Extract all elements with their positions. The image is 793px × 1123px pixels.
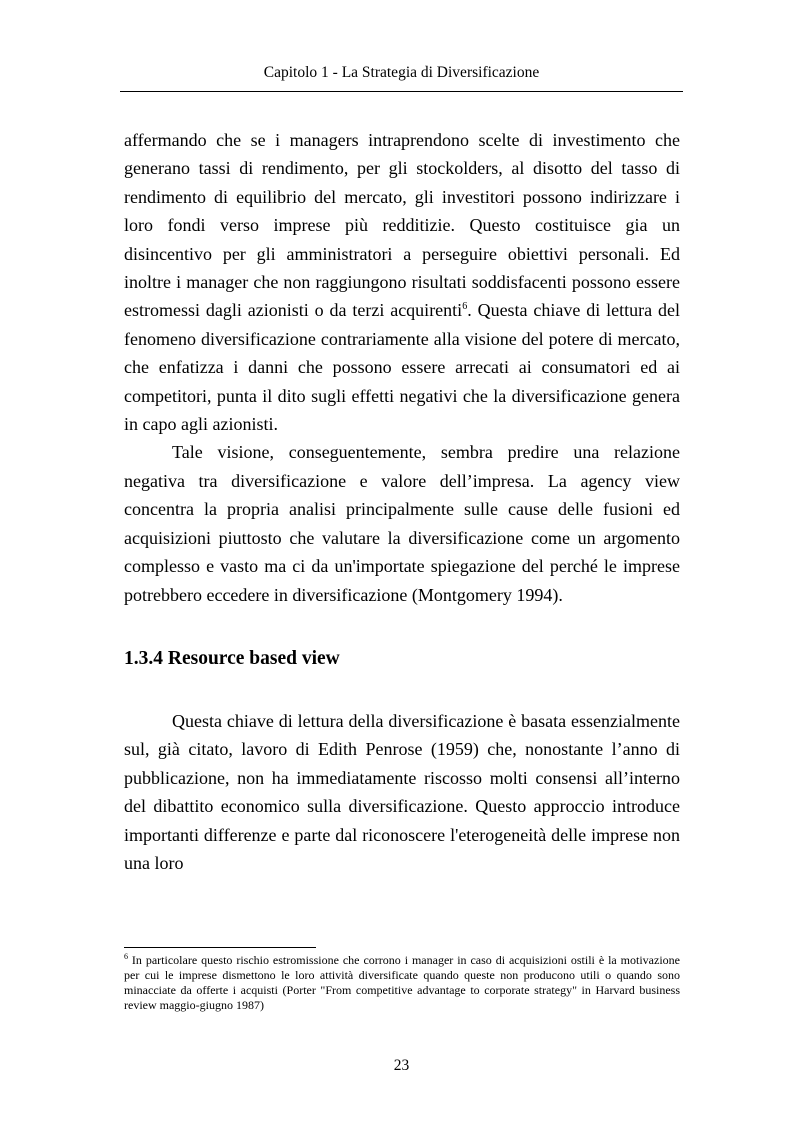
page-number: 23 [393,1057,410,1074]
paragraph-1-text-a: affermando che se i managers intraprendono scelte di investimento che generano tassi di rendimento, per gli stockolders, al disotto del tasso di rendimento di equilibrio del mercato, gli investitori possono indirizzare i loro fondi verso imprese più redditizie. Questo costituisce gia un disincentivo per gli amministratori a perseguire obiettivi personali. Ed inoltre i manager che non raggiungono risultati soddisfacenti possono essere estromessi dagli azionisti o da terzi acquirenti [124,130,680,321]
header-divider [120,91,683,92]
section-heading: 1.3.4 Resource based view [124,647,340,669]
paragraph-2: Tale visione, conseguentemente, sembra predire una relazione negativa tra diversificazione e valore dell’impresa. La agency view concentra la propria analisi principalmente sulle cause delle fusioni ed acquisizioni piuttosto che valutare la diversificazione come un argomento complesso e vasto ma ci da un'importate spiegazione del perché le imprese potrebbero eccedere in diversificazione (Montgomery 1994). [124,442,680,605]
footnote-divider [124,947,316,948]
footnote-number: 6 [124,952,128,961]
footnote [124,953,680,1013]
main-text [124,126,680,877]
paragraph-1 [124,126,680,438]
footnote-text: In particolare questo rischio estromissione che corrono i manager in caso di acquisizioni ostili è la motivazione per cui le imprese dismettono le loro attività diversificate quando queste non producono utili o quando sono minacciate da offerte i acquisti (Porter "From competitive advantage to corporate strategy" in Harvard business review maggio-giugno 1987) [124,953,680,1012]
paragraph-3: Questa chiave di lettura della diversificazione è basata essenzialmente sul, già citato, lavoro di Edith Penrose (1959) che, nonostante l’anno di pubblicazione, non ha immediatamente riscosso molti consensi all’interno del dibattito economico sulla diversificazione. Questo approccio introduce importanti differenze e parte dal riconoscere l'eterogeneità delle imprese non una loro [124,710,680,873]
running-header: Capitolo 1 - La Strategia di Diversificazione [263,64,540,81]
paragraph-1-text-b: . Questa chiave di lettura del fenomeno diversificazione contrariamente alla visione del potere di mercato, che enfatizza i danni che possono essere arrecati ai consumatori ed ai competitori, punta il dito sugli effetti negativi che la diversificazione genera in capo agli azionisti. [124,300,681,435]
footnote-reference: 6 [462,301,468,313]
